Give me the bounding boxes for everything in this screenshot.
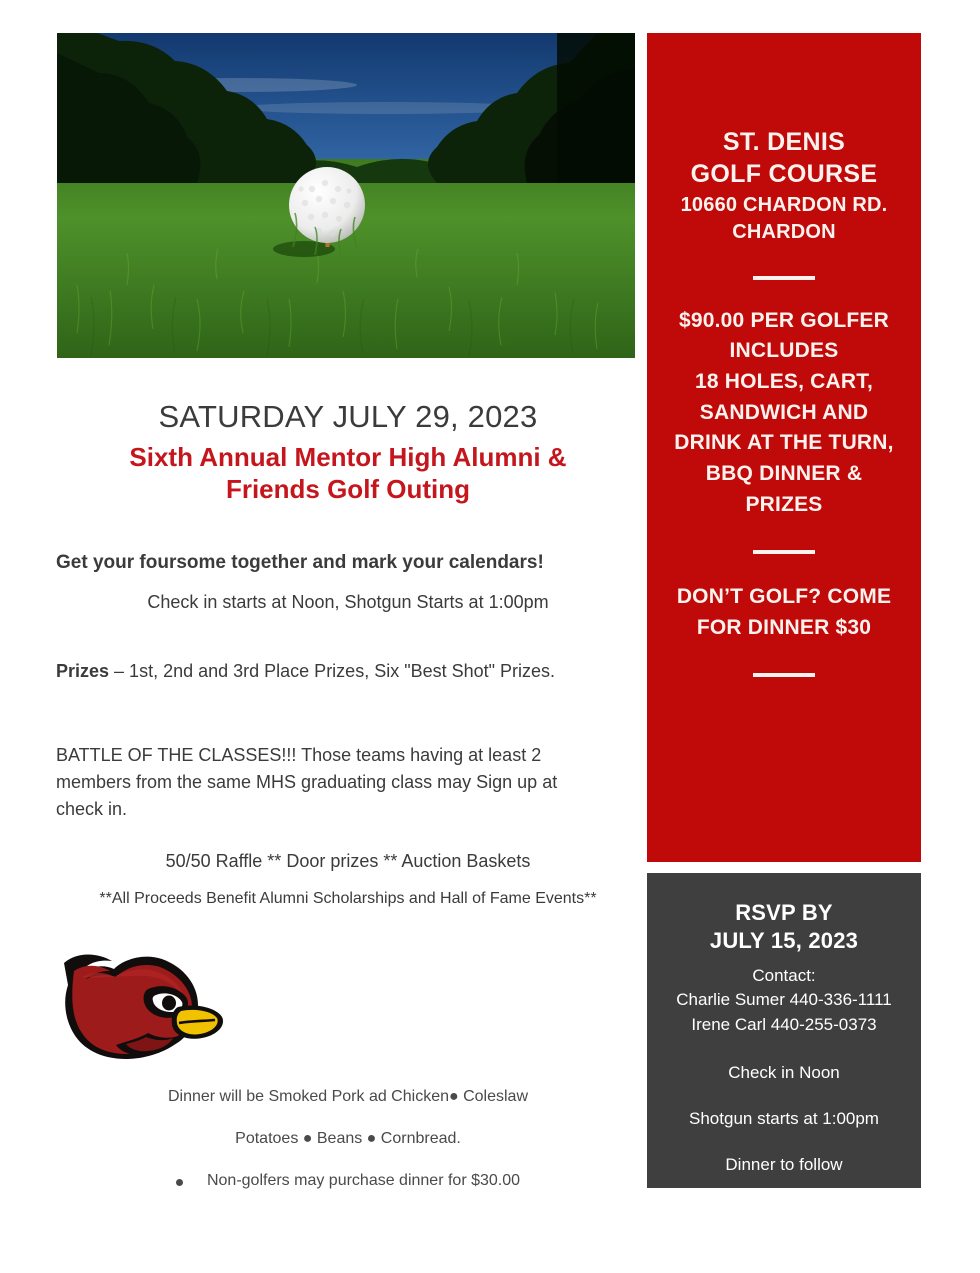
prizes-detail: – 1st, 2nd and 3rd Place Prizes, Six "Best Shot" Prizes.: [109, 661, 556, 682]
cardinal-bird-icon: [52, 941, 227, 1069]
bullet-dot-icon: [176, 1179, 183, 1186]
rsvp-panel: [647, 873, 921, 1188]
rsvp-heading-line1: RSVP BY: [735, 900, 833, 925]
page-subtitle: [46, 441, 650, 507]
page-subtitle-line2: Friends Golf Outing: [225, 474, 471, 505]
price-line-6: BBQ DINNER &: [705, 461, 863, 485]
dinner-offer-line2: FOR DINNER $30: [696, 615, 872, 639]
check-in-time-text: Check in starts at Noon, Shotgun Starts at 1:00pm: [147, 592, 549, 613]
rsvp-note-check-in: Check in Noon: [728, 1062, 840, 1082]
call-to-action-text: Get your foursome together and mark your calendars!: [56, 552, 544, 574]
rsvp-heading-line2: JULY 15, 2023: [709, 928, 859, 954]
price-line-2: INCLUDES: [729, 339, 839, 363]
prizes-line: [46, 661, 650, 682]
dinner-offer-line1: DON’T GOLF? COME: [676, 585, 892, 609]
price-line-4: SANDWICH AND: [699, 400, 869, 424]
prizes-label: Prizes: [56, 661, 110, 682]
venue-address: [661, 192, 907, 246]
contact-label: Contact:: [752, 966, 816, 986]
pricing-details: [661, 306, 907, 521]
divider-rule-top: [753, 276, 815, 280]
contact-person-1: Charlie Sumer 440-336-1111: [676, 990, 892, 1010]
rsvp-note-dinner: Dinner to follow: [725, 1154, 843, 1174]
venue-name-line2: GOLF COURSE: [690, 160, 878, 188]
venue-address-line1: 10660 CHARDON RD.: [680, 194, 888, 216]
golf-photo-illustration: [57, 33, 635, 358]
venue-address-line2: CHARDON: [732, 220, 836, 243]
non-golfer-dinner-text: Non-golfers may purchase dinner for $30.00: [206, 1172, 521, 1189]
dinner-only-offer: [661, 582, 907, 643]
venue-and-pricing-panel: [647, 33, 921, 862]
divider-rule-bottom: [753, 673, 815, 677]
proceeds-text: **All Proceeds Benefit Alumni Scholarships and Hall of Fame Events**: [99, 890, 597, 908]
divider-rule-middle: [753, 550, 815, 554]
venue-name: [661, 126, 907, 190]
dinner-menu-line2: Potatoes ● Beans ● Cornbread.: [235, 1130, 461, 1147]
non-golfer-dinner-item: [46, 1172, 650, 1190]
price-line-1: $90.00 PER GOLFER: [679, 308, 889, 332]
page-subtitle-line1: Sixth Annual Mentor High Alumni &: [129, 441, 567, 472]
cardinal-mascot-logo: [52, 941, 227, 1069]
dinner-menu-line1: Dinner will be Smoked Pork ad Chicken● Coleslaw: [167, 1088, 529, 1105]
venue-name-line1: ST. DENIS: [722, 128, 846, 156]
price-line-3: 18 HOLES, CART,: [694, 369, 874, 393]
rsvp-contacts: [657, 964, 911, 1036]
raffle-text: 50/50 Raffle ** Door prizes ** Auction Baskets: [165, 851, 531, 872]
main-content-column: [46, 400, 650, 908]
golf-course-photo: [57, 33, 635, 358]
price-line-5: DRINK AT THE TURN,: [674, 431, 894, 455]
contact-person-2: Irene Carl 440-255-0373: [691, 1014, 877, 1034]
dinner-menu-block: [46, 1088, 650, 1190]
rsvp-heading: [657, 899, 911, 955]
battle-of-classes-text: BATTLE OF THE CLASSES!!! Those teams having at least 2 members from the same MHS graduating class may Sign up at check in.: [56, 745, 558, 820]
rsvp-note-shotgun: Shotgun starts at 1:00pm: [689, 1108, 879, 1128]
page-title-date: SATURDAY JULY 29, 2023: [158, 399, 538, 434]
price-line-7: PRIZES: [745, 492, 823, 516]
